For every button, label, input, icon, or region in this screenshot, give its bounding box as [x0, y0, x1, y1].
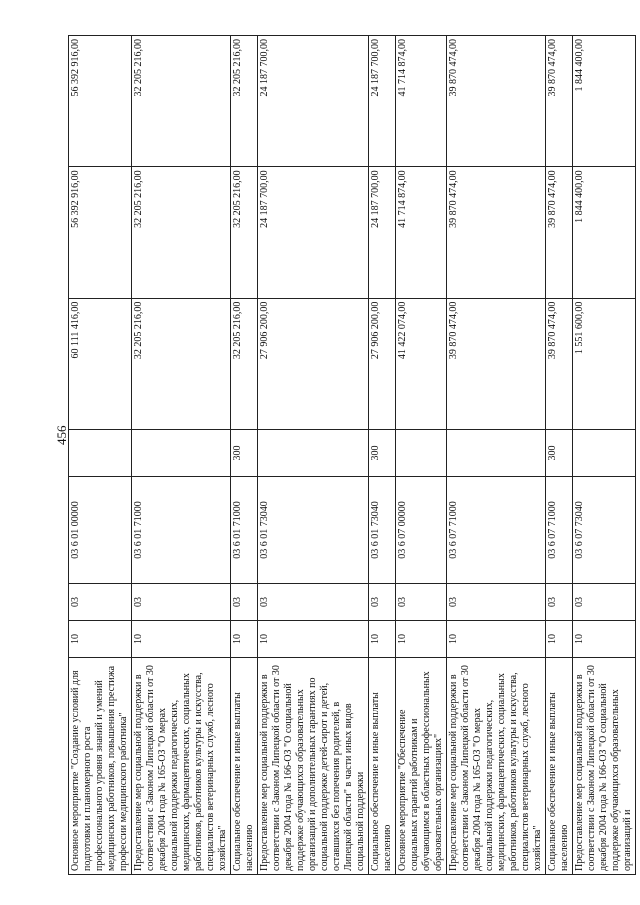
- expense-type-cell: 300: [546, 430, 573, 477]
- table-row: [69, 36, 132, 875]
- row-name-cell: Основное мероприятие "Создание условий для подготовки и планомерного роста профессионального уровня знаний и умений медицинских работников, повышения престижа профессии медицинского работника": [69, 658, 132, 875]
- amount-year1-cell: 27 906 200,00: [258, 298, 369, 429]
- section-code-cell: 10: [396, 621, 447, 658]
- amount-year2-cell: 41 714 874,00: [396, 167, 447, 298]
- subsection-code-cell: 03: [573, 584, 636, 621]
- row-name-cell: Основное мероприятие "Обеспечение социальных гарантий работникам и обучающимся в областных профессиональных образовательных организациях": [396, 658, 447, 875]
- amount-year1-cell: 39 870 474,00: [447, 298, 546, 429]
- target-article-cell: 03 6 01 71000: [231, 477, 258, 584]
- expense-type-cell: 300: [369, 430, 396, 477]
- expense-type-cell: [396, 430, 447, 477]
- expense-type-cell: [132, 430, 231, 477]
- budget-table: [68, 35, 636, 875]
- row-name-cell: Предоставление мер социальной поддержки в соответствии с Законом Липецкой области от 30 декабря 2004 года № 165-ОЗ "О мерах социальной поддержки педагогических, медицинских, фармацевтических, социальных работников, работников культуры и искусства, специалистов ветеринарных служб, лесного хозяйства": [132, 658, 231, 875]
- section-code-cell: 10: [132, 621, 231, 658]
- row-name-cell: Социальное обеспечение и иные выплаты населению: [546, 658, 573, 875]
- amount-year2-cell: 1 844 400,00: [573, 167, 636, 298]
- amount-year1-cell: 41 422 074,00: [396, 298, 447, 429]
- target-article-cell: 03 6 01 71000: [132, 477, 231, 584]
- subsection-code-cell: 03: [132, 584, 231, 621]
- amount-year2-cell: 24 187 700,00: [258, 167, 369, 298]
- target-article-cell: 03 6 07 73040: [573, 477, 636, 584]
- table-row: [132, 36, 231, 875]
- amount-year2-cell: 39 870 474,00: [447, 167, 546, 298]
- subsection-code-cell: 03: [546, 584, 573, 621]
- amount-year1-cell: 1 551 600,00: [573, 298, 636, 429]
- amount-year2-cell: 24 187 700,00: [369, 167, 396, 298]
- amount-year2-cell: 32 205 216,00: [132, 167, 231, 298]
- subsection-code-cell: 03: [369, 584, 396, 621]
- expense-type-cell: 300: [231, 430, 258, 477]
- subsection-code-cell: 03: [447, 584, 546, 621]
- row-name-cell: Предоставление мер социальной поддержки в соответствии с Законом Липецкой области от 30 декабря 2004 года № 166-ОЗ "О социальной поддержке обучающихся образовательных организаций и: [573, 658, 636, 875]
- section-code-cell: 10: [231, 621, 258, 658]
- amount-year2-cell: 56 392 916,00: [69, 167, 132, 298]
- amount-year3-cell: 32 205 216,00: [231, 36, 258, 167]
- target-article-cell: 03 6 07 71000: [447, 477, 546, 584]
- amount-year3-cell: 56 392 916,00: [69, 36, 132, 167]
- amount-year3-cell: 39 870 474,00: [447, 36, 546, 167]
- target-article-cell: 03 6 07 00000: [396, 477, 447, 584]
- amount-year2-cell: 39 870 474,00: [546, 167, 573, 298]
- table-row: [546, 36, 573, 875]
- amount-year1-cell: 60 111 416,00: [69, 298, 132, 429]
- target-article-cell: 03 6 07 71000: [546, 477, 573, 584]
- amount-year1-cell: 32 205 216,00: [132, 298, 231, 429]
- table-row: [231, 36, 258, 875]
- expense-type-cell: [573, 430, 636, 477]
- amount-year3-cell: 1 844 400,00: [573, 36, 636, 167]
- expense-type-cell: [447, 430, 546, 477]
- subsection-code-cell: 03: [231, 584, 258, 621]
- subsection-code-cell: 03: [69, 584, 132, 621]
- section-code-cell: 10: [546, 621, 573, 658]
- section-code-cell: 10: [258, 621, 369, 658]
- expense-type-cell: [69, 430, 132, 477]
- amount-year1-cell: 27 906 200,00: [369, 298, 396, 429]
- row-name-cell: Предоставление мер социальной поддержки в соответствии с Законом Липецкой области от 30 декабря 2004 года № 166-ОЗ "О социальной поддержке обучающихся образовательных организаций и дополнительных гарантиях по социальной поддержке детей-сирот и детей, оставшихся без попечения родителей, в Липецкой области" в части иных видов социальной поддержки: [258, 658, 369, 875]
- row-name-cell: Социальное обеспечение и иные выплаты населению: [231, 658, 258, 875]
- amount-year2-cell: 32 205 216,00: [231, 167, 258, 298]
- section-code-cell: 10: [573, 621, 636, 658]
- amount-year1-cell: 32 205 216,00: [231, 298, 258, 429]
- section-code-cell: 10: [447, 621, 546, 658]
- budget-table-rotated: [68, 35, 633, 875]
- table-row: [258, 36, 369, 875]
- row-name-cell: Социальное обеспечение и иные выплаты населению: [369, 658, 396, 875]
- target-article-cell: 03 6 01 00000: [69, 477, 132, 584]
- section-code-cell: 10: [69, 621, 132, 658]
- amount-year1-cell: 39 870 474,00: [546, 298, 573, 429]
- budget-table-body: [69, 36, 636, 875]
- subsection-code-cell: 03: [396, 584, 447, 621]
- amount-year3-cell: 39 870 474,00: [546, 36, 573, 167]
- row-name-cell: Предоставление мер социальной поддержки в соответствии с Законом Липецкой области от 30 декабря 2004 года № 165-ОЗ "О мерах социальной поддержки педагогических, медицинских, фармацевтических, социальных работников, работников культуры и искусства, специалистов ветеринарных служб, лесного хозяйства": [447, 658, 546, 875]
- table-row: [573, 36, 636, 875]
- amount-year3-cell: 32 205 216,00: [132, 36, 231, 167]
- subsection-code-cell: 03: [258, 584, 369, 621]
- target-article-cell: 03 6 01 73040: [258, 477, 369, 584]
- table-row: [447, 36, 546, 875]
- table-row: [396, 36, 447, 875]
- expense-type-cell: [258, 430, 369, 477]
- page-number: 456: [54, 425, 69, 445]
- amount-year3-cell: 24 187 700,00: [369, 36, 396, 167]
- target-article-cell: 03 6 01 73040: [369, 477, 396, 584]
- table-row: [369, 36, 396, 875]
- amount-year3-cell: 41 714 874,00: [396, 36, 447, 167]
- amount-year3-cell: 24 187 700,00: [258, 36, 369, 167]
- section-code-cell: 10: [369, 621, 396, 658]
